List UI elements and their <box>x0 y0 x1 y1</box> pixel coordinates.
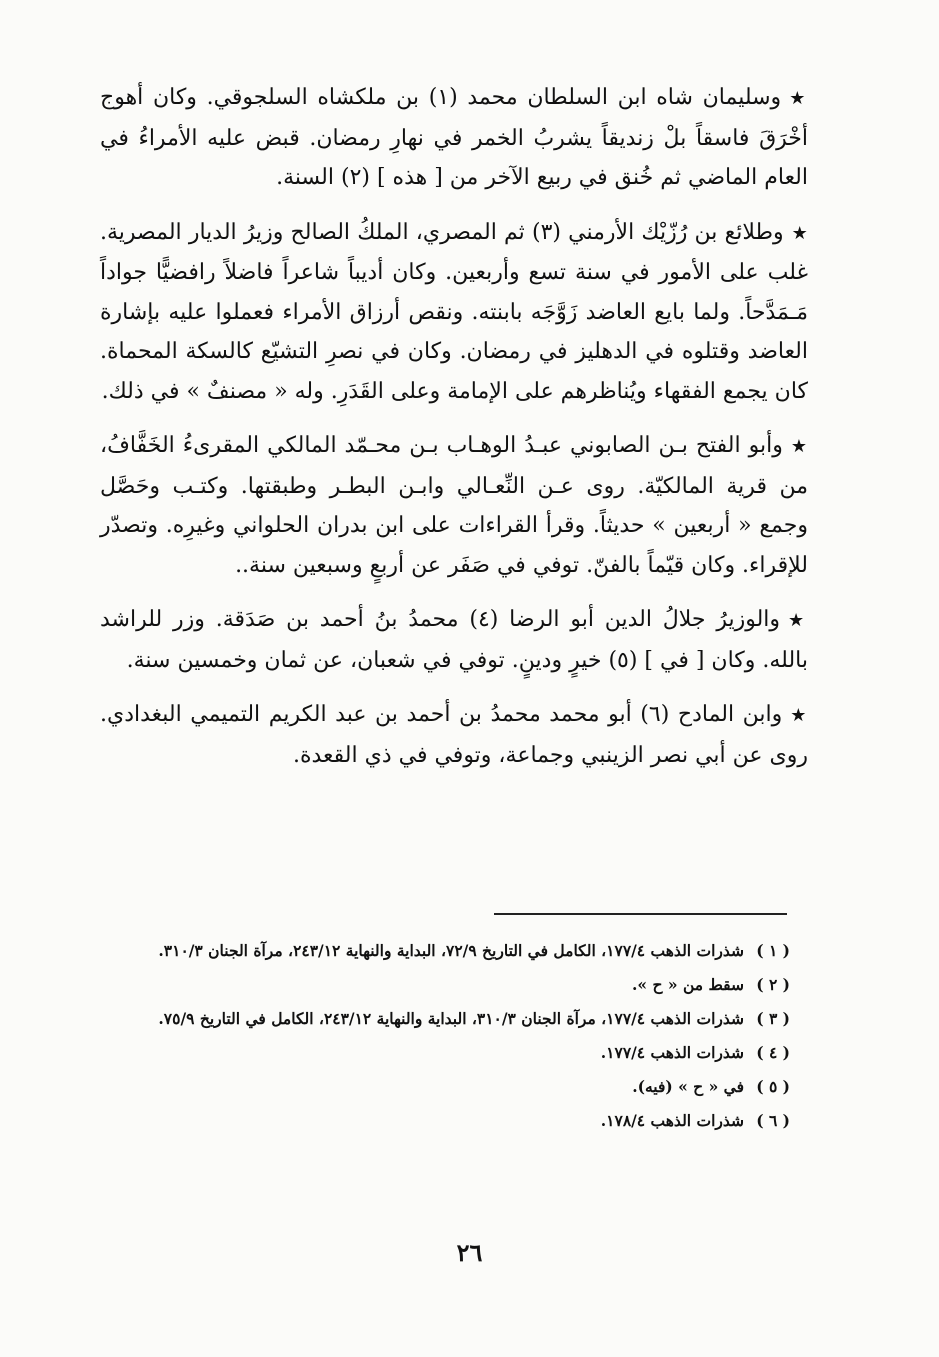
page-number: ٢٦ <box>456 1238 483 1267</box>
footnote-number: ( ٣ ) <box>756 1009 790 1028</box>
star-icon: ★ <box>790 436 809 457</box>
footnote-4 <box>94 1036 790 1070</box>
main-text <box>100 78 808 790</box>
entry-text: وأبو الفتح بـن الصابوني عبـدُ الوهـاب بـن محـمّد المالكي المقرىءُ الخَفَّافُ، من قرية المالكيّة. روى عـن النِّعـالي وابـن البطـر وطبقتها. وكتـب وحَصَّل وجمع « أربعين » حديثاً. وقرأ القراءات على ابن بدران الحلواني وغيرِه. وتصدّر للإقراء. وكان قيّماً بالفنّ. توفي في صَفَر عن أربعٍ وسبعين سنة.. <box>100 433 808 578</box>
star-icon: ★ <box>791 222 808 244</box>
footnote-text: شذرات الذهب ١٧٧/٤، مرآة الجنان ٣١٠/٣، البداية والنهاية ٢٤٣/١٢، الكامل في التاريخ ٧٥/٩. <box>158 1009 744 1028</box>
entry-1 <box>100 78 808 198</box>
footnote-5 <box>94 1070 790 1104</box>
footnote-text: شذرات الذهب ١٧٨/٤. <box>600 1111 744 1130</box>
footnotes <box>94 934 790 1138</box>
entry-text: وسليمان شاه ابن السلطان محمد (١) بن ملكشاه السلجوقي. وكان أهوج أخْرَقَ فاسقاً بلْ زنديقاً يشربُ الخمر في نهارِ رمضان. قبض عليه الأمراءُ في العام الماضي ثم خُنق في ربيع الآخر من [ هذه ] (٢) السنة. <box>100 85 808 190</box>
footnote-3 <box>94 1002 790 1036</box>
star-icon: ★ <box>788 610 808 631</box>
entry-4 <box>100 600 808 680</box>
footnote-2 <box>94 968 790 1002</box>
footnote-text: شذرات الذهب ١٧٧/٤. <box>600 1043 744 1062</box>
footnote-6 <box>94 1104 790 1138</box>
footnote-number: ( ١ ) <box>756 941 790 960</box>
entry-2 <box>100 213 808 412</box>
footnote-number: ( ٥ ) <box>756 1077 790 1096</box>
entry-5 <box>100 695 808 775</box>
footnote-number: ( ٤ ) <box>756 1043 790 1062</box>
footnote-number: ( ٢ ) <box>756 975 790 994</box>
footnote-1 <box>94 934 790 968</box>
entry-text: والوزيرُ جلالُ الدين أبو الرضا (٤) محمدُ بنُ أحمد بن صَدَقة. وزر للراشد بالله. وكان [ في ] (٥) خيرٍ ودينٍ. توفي في شعبان، عن ثمان وخمسين سنة. <box>100 607 808 673</box>
star-icon: ★ <box>789 88 809 109</box>
footnote-text: شذرات الذهب ١٧٧/٤، الكامل في التاريخ ٧٢/٩، البداية والنهاية ٢٤٣/١٢، مرآة الجنان ٣١٠/٣. <box>158 941 744 960</box>
footnote-text: سقط من « ح ». <box>631 975 744 994</box>
entry-3 <box>100 426 808 585</box>
footnote-divider <box>494 913 787 915</box>
footnote-number: ( ٦ ) <box>756 1111 790 1130</box>
entry-text: وطلائع بن رُزّيْك الأرمني (٣) ثم المصري، الملكُ الصالح وزيرُ الديار المصرية. غلب على الأمور في سنة تسع وأربعين. وكان أديباً شاعراً فاضلاً رافضيًّا جواداً مَـمَدَّحاً. ولما بايع العاضد زَوَّجَه بابنته. ونقص أرزاق الأمراء فعملوا عليه بإشارة العاضد وقتلوه في الدهليز في رمضان. وكان في نصرِ التشيّع كالسكة المحماة. كان يجمع الفقهاء ويُناظرهم على الإمامة وعلى القَدَرِ. وله « مصنفٌ » في ذلك. <box>100 219 809 404</box>
footnote-text: في « ح » (فيه). <box>632 1077 744 1096</box>
star-icon: ★ <box>790 705 809 726</box>
entry-text: وابن المادح (٦) أبو محمد محمدُ بن أحمد بن عبد الكريم التميمي البغدادي. روى عن أبي نصر الزينبي وجماعة، وتوفي في ذي القعدة. <box>100 702 808 768</box>
